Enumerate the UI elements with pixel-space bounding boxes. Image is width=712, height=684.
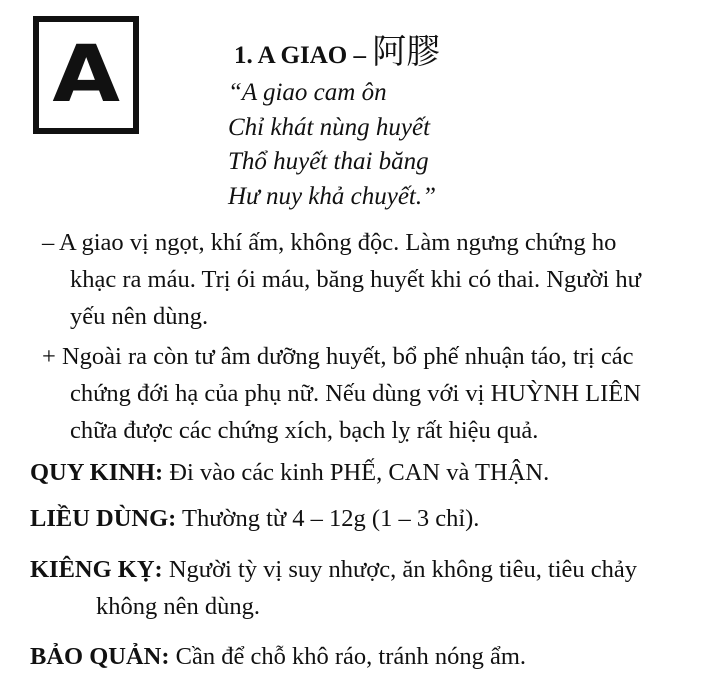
paragraph-line: chữa được các chứng xích, bạch lỵ rất hiệu quả.: [70, 417, 539, 444]
paragraph-line: + Ngoài ra còn tư âm dưỡng huyết, bổ phế nhuận táo, trị các: [42, 343, 634, 370]
paragraph-line: khạc ra máu. Trị ói máu, băng huyết khi có thai. Người hư: [70, 266, 641, 293]
verse-line: “A giao cam ôn: [228, 79, 387, 106]
kieng-ky-entry: [30, 551, 690, 625]
section-letter-box: [33, 16, 139, 134]
kieng-ky-continuation: không nên dùng.: [96, 593, 260, 620]
verse-block: [228, 76, 436, 214]
kieng-ky-label: KIÊNG KỴ:: [30, 556, 163, 583]
entry-title-text: 1. A GIAO –: [234, 42, 366, 69]
quy-kinh-label: QUY KINH:: [30, 459, 164, 486]
description-paragraph: [42, 224, 688, 335]
section-letter: A: [52, 30, 120, 120]
bao-quan-label: BẢO QUẢN:: [30, 643, 170, 670]
lieu-dung-label: LIỀU DÙNG:: [30, 505, 177, 532]
kieng-ky-text: Người tỳ vị suy nhược, ăn không tiêu, tiêu chảy: [162, 556, 638, 583]
lieu-dung-entry: [30, 500, 690, 537]
verse-line: Chỉ khát nùng huyết: [228, 113, 431, 141]
quy-kinh-entry: [30, 454, 690, 491]
verse-line: Hư nuy khả chuyết.”: [228, 182, 437, 210]
quy-kinh-text: Đi vào các kinh PHẾ, CAN và THẬN.: [163, 459, 550, 486]
entry-title-chinese: 阿膠: [372, 32, 441, 72]
paragraph-line: yếu nên dùng.: [70, 303, 209, 330]
bao-quan-text: Cần để chỗ khô ráo, tránh nóng ẩm.: [169, 643, 527, 670]
verse-line: Thổ huyết thai băng: [228, 148, 429, 175]
entry-title: [234, 24, 440, 73]
bao-quan-entry: [30, 638, 690, 675]
lieu-dung-text: Thường từ 4 – 12g (1 – 3 chỉ).: [176, 505, 480, 532]
paragraph-line: chứng đới hạ của phụ nữ. Nếu dùng với vị HUỲNH LIÊN: [70, 380, 641, 407]
additional-uses-paragraph: [42, 338, 688, 449]
paragraph-line: – A giao vị ngọt, khí ấm, không độc. Làm ngưng chứng ho: [42, 229, 617, 256]
